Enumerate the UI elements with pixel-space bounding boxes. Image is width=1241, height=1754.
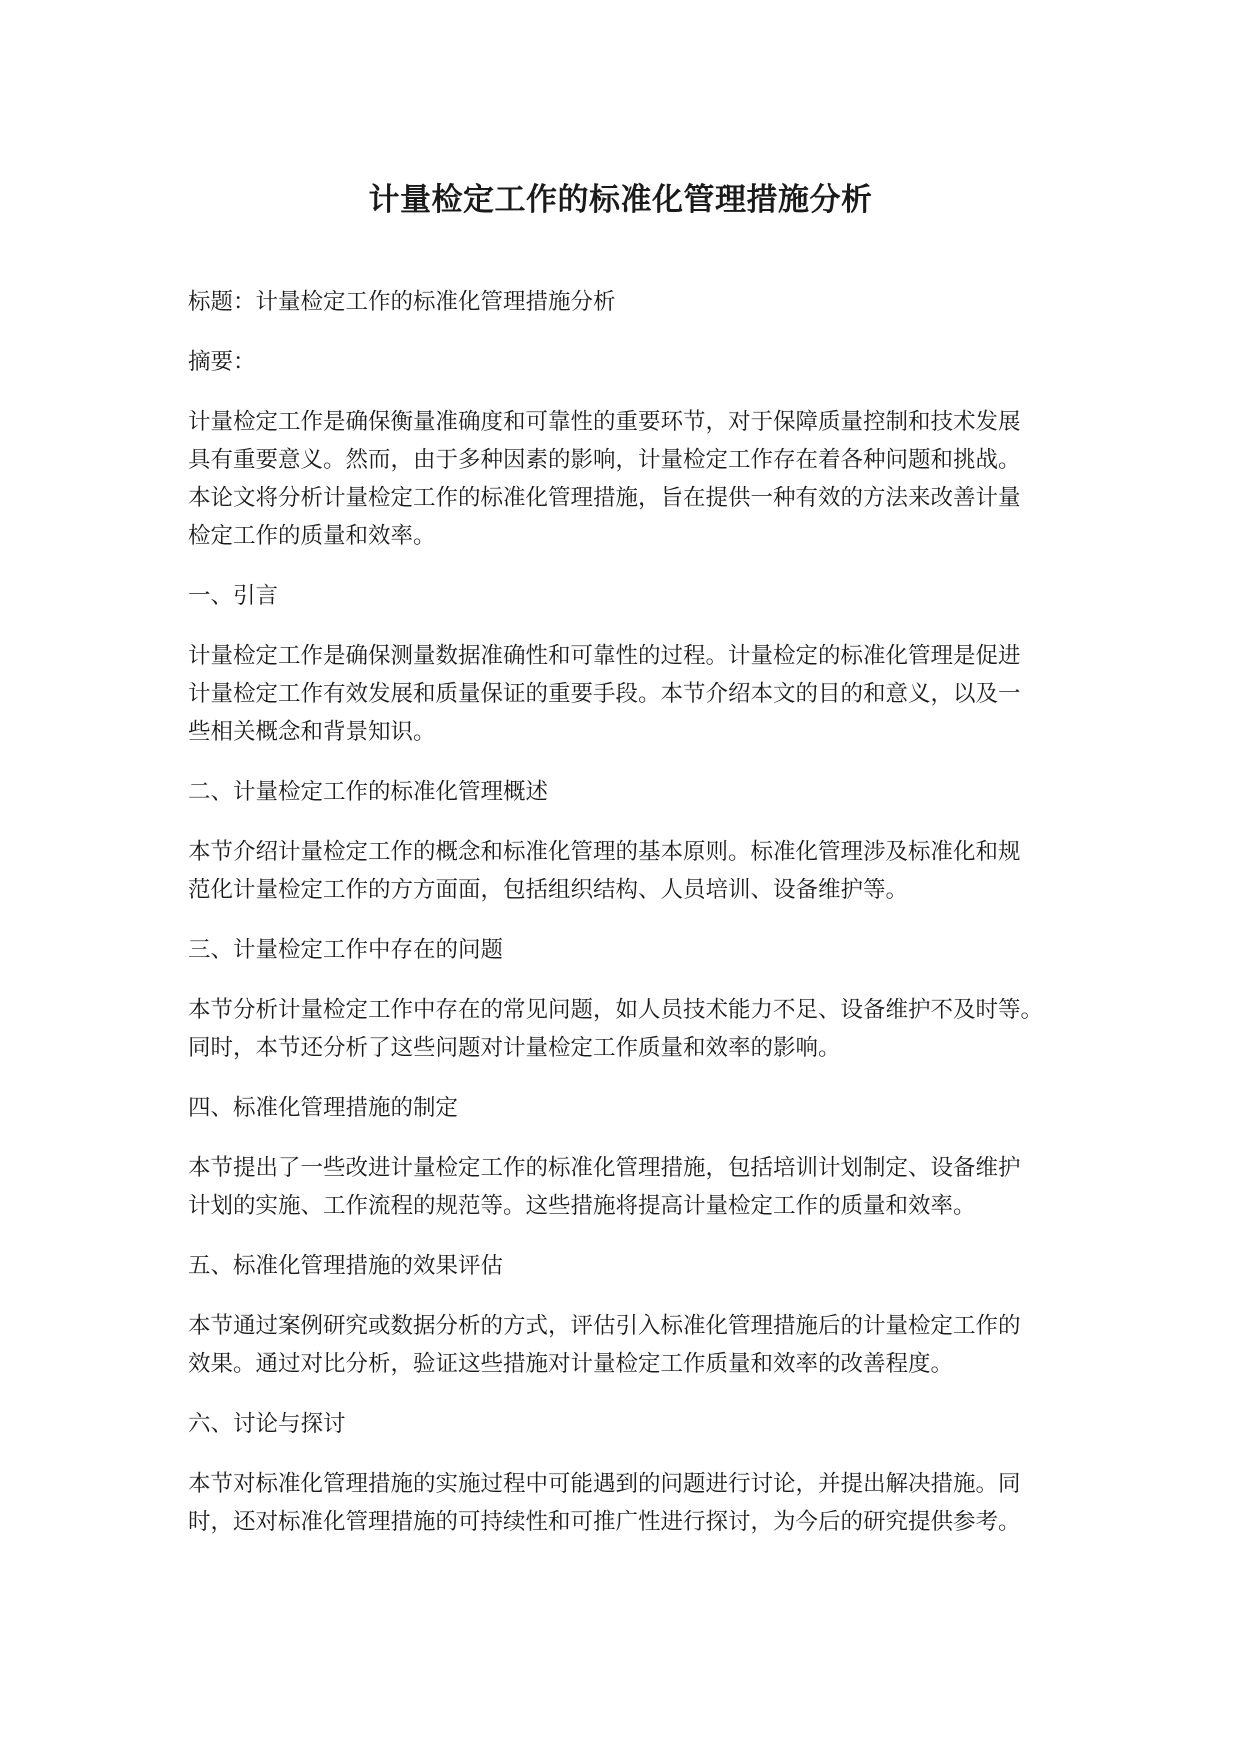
section-heading: [188, 1405, 1078, 1443]
document-body: [188, 283, 1078, 1541]
text-line: 一、引言: [188, 583, 279, 609]
body-paragraph: [188, 991, 1078, 1067]
text-line: 三、计量检定工作中存在的问题: [188, 937, 504, 963]
text-line: 效果。通过对比分析，验证这些措施对计量检定工作质量和效率的改善程度。: [188, 1351, 954, 1377]
section-heading: [188, 931, 1078, 969]
section-heading: [188, 1247, 1078, 1285]
body-paragraph: [188, 637, 1078, 751]
body-paragraph: [188, 1149, 1078, 1225]
text-line: 标题：计量检定工作的标准化管理措施分析: [188, 289, 616, 315]
text-line: 同时，本节还分析了这些问题对计量检定工作质量和效率的影响。: [188, 1035, 841, 1061]
text-line: 计量检定工作是确保衡量准确度和可靠性的重要环节，对于保障质量控制和技术发展: [188, 409, 1021, 435]
text-line: 具有重要意义。然而，由于多种因素的影响，计量检定工作存在着各种问题和挑战。: [188, 447, 1021, 473]
text-line: 摘要：: [188, 349, 256, 375]
section-heading: [188, 773, 1078, 811]
text-line: 本节提出了一些改进计量检定工作的标准化管理措施，包括培训计划制定、设备维护: [188, 1155, 1021, 1181]
text-line: 四、标准化管理措施的制定: [188, 1095, 459, 1121]
section-heading: [188, 1089, 1078, 1127]
body-paragraph: [188, 403, 1078, 555]
text-line: 时，还对标准化管理措施的可持续性和可推广性进行探讨，为今后的研究提供参考。: [188, 1509, 1021, 1535]
text-line: 六、讨论与探讨: [188, 1411, 346, 1437]
text-line: 检定工作的质量和效率。: [188, 523, 436, 549]
text-line: 本节对标准化管理措施的实施过程中可能遇到的问题进行讨论，并提出解决措施。同: [188, 1471, 1021, 1497]
document-title: 计量检定工作的标准化管理措施分析: [368, 182, 873, 218]
text-line: 些相关概念和背景知识。: [188, 719, 436, 745]
body-paragraph: [188, 1307, 1078, 1383]
text-line: 计量检定工作是确保测量数据准确性和可靠性的过程。计量检定的标准化管理是促进: [188, 643, 1021, 669]
text-line: 本节通过案例研究或数据分析的方式，评估引入标准化管理措施后的计量检定工作的: [188, 1313, 1021, 1339]
body-paragraph: [188, 833, 1078, 909]
text-line: 二、计量检定工作的标准化管理概述: [188, 779, 549, 805]
text-line: 本论文将分析计量检定工作的标准化管理措施，旨在提供一种有效的方法来改善计量: [188, 485, 1021, 511]
text-line: 本节介绍计量检定工作的概念和标准化管理的基本原则。标准化管理涉及标准化和规: [188, 839, 1021, 865]
text-line: 本节分析计量检定工作中存在的常见问题，如人员技术能力不足、设备维护不及时等。: [188, 997, 1044, 1023]
text-line: 五、标准化管理措施的效果评估: [188, 1253, 504, 1279]
body-paragraph: [188, 1465, 1078, 1541]
text-line: 计划的实施、工作流程的规范等。这些措施将提高计量检定工作的质量和效率。: [188, 1193, 976, 1219]
text-line: 计量检定工作有效发展和质量保证的重要手段。本节介绍本文的目的和意义，以及一: [188, 681, 1021, 707]
meta-label: [188, 343, 1078, 381]
section-heading: [188, 577, 1078, 615]
meta-label: [188, 283, 1078, 321]
text-line: 范化计量检定工作的方方面面，包括组织结构、人员培训、设备维护等。: [188, 877, 909, 903]
